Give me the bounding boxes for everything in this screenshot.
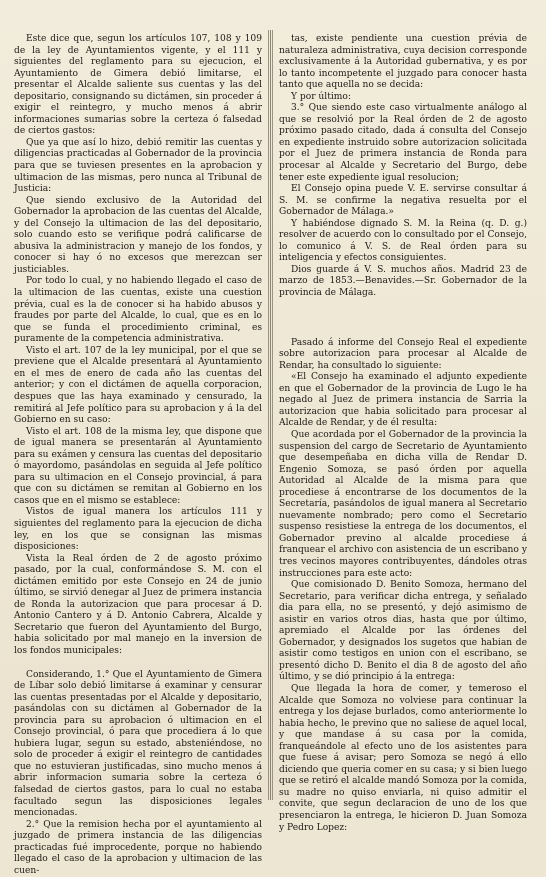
section-gap	[279, 300, 527, 338]
spacer	[14, 658, 262, 670]
paragraph: Que llegada la hora de comer, y temeroso el Alcalde que Somoza no volviese para continuar la entrega y los dejase burlados, como anteriormente lo habia hecho, le previno que no saliese de aquel local, y que mandase á su casa por la comida, franqueándole al efecto uno de los asistentes para que fuese á avisar; pero Somoza se negó á ello diciendo que queria comer en su casa; y si bien luego que se retiró el alcalde mandó Somoza por la comida, su madre no quiso enviarla, ni quiso admitir el convite, que segun declaracion de uno de los que presenciaron la entrega, le hicieron D. Juan Somoza y Pedro Lopez:	[279, 683, 527, 833]
paragraph: Vistos de igual manera los artículos 111 y siguientes del reglamento para la ejecucion de dicha ley, en los que se consignan las mismas disposiciones:	[14, 507, 262, 553]
paragraph: Que siendo exclusivo de la Autoridad del Gobernador la aprobacion de las cuentas del Alcalde, y del Consejo la ultimacion de las del depositario, solo cuando esto se verifique podrá calificarse de abusiva la administracion y manejo de los fondos, y conocer si hay ó no excesos que merezcan ser justiciables.	[14, 195, 262, 275]
paragraph: Que ya que así lo hizo, debió remitir las cuentas y diligencias practicadas al Gobernador de la provincia para que se tuviesen presentes en la aprobacion y ultimacion de las mismas, pero nunca al Tribunal de Justicia:	[14, 137, 262, 195]
paragraph: Que acordada por el Gobernador de la provincia la suspension del cargo de Secretario de Ayuntamiento que desempeñaba en dicha villa de Rendar D. Engenio Somoza, se pasó órden por aquella Autoridad al Alcalde de la misma para que procediese á encontrarse de los documentos de la Secretaría, pasándolos de igual manera al Secretario nuevamente nombrado; pero como el Secretario suspenso resistiese la entrega de los documentos, el Gobernador previno al alcalde procediese á franquear el archivo con asistencia de un escribano y tres vecinos mayores contribuyentes, dándoles otras instrucciones para este acto:	[279, 429, 527, 579]
paragraph: 2.° Que la remision hecha por el ayuntamiento al juzgado de primera instancia de las diligencias practicadas fué improcedente, porque no habiendo llegado el caso de la aprobacion y ultimacion de las cuen-	[14, 819, 262, 876]
column-divider	[270, 30, 271, 800]
paragraph: Considerando, 1.° Que el Ayuntamiento de Gimera de Líbar solo debió limitarse á examinar y censurar las cuentas presentadas por el Alcalde y depositario, pasándolas con su dictámen al Gobernador de la provincia para su aprobacion ó ultimacion en el Consejo provincial, ó para que procediera á lo que hubiera lugar, segun su estado, absteniéndose, no solo de proceder á exigir el reintegro de cantidades que no estuvieran justificadas, sino mucho menos á abrir informacion sumaria sobre la certeza ó falsedad de ciertos gastos, para lo cual no estaba facultado segun las disposiciones legales mencionadas.	[14, 669, 262, 819]
paragraph: Pasado á informe del Consejo Real el expediente sobre autorizacion para procesar al Alcalde de Rendar, ha consultado lo siguiente:	[279, 337, 527, 371]
paragraph: 3.° Que siendo este caso virtualmente análogo al que se resolvió por la Real órden de 2 de agosto próximo pasado citado, dada á consulta del Consejo en expediente instruido sobre autorizacion solicitada por el Juez de primera instancia de Ronda para procesar al Alcalde y Secretario del Burgo, debe tener este expediente igual resolucion;	[279, 103, 527, 183]
paragraph: Visto el art. 108 de la misma ley, que dispone que de igual manera se presentarán al Ayuntamiento para su exámen y censura las cuentas del depositario ó mayordomo, pasándolas en seguida al Jefe político para su ultimacion en el Consejo provincial, á para que con su dictámen se remitan al Gobierno en los casos que en el mismo se establece:	[14, 426, 262, 506]
paragraph: Este dice que, segun los artículos 107, 108 y 109 de la ley de Ayuntamientos vigente, y el 111 y siguientes del reglamento para su ejecucion, el Ayuntamiento de Gimera debió limitarse, el presentar el Alcalde saliente sus cuentas y las del depositario, consignando su dictámen, sin proceder á exigir el reintegro, y mucho menos á abrir informaciones sumarias sobre la certeza ó falsedad de ciertos gastos:	[14, 34, 262, 137]
paragraph: Por todo lo cual, y no habiendo llegado el caso de la ultimacion de las cuentas, existe una cuestion prévia, cual es la de conocer si ha habido abusos y fraudes por parte del Alcalde, lo cual, que es en lo que se funda el procedimiento criminal, es puramente de la competencia administrativa.	[14, 276, 262, 345]
paragraph: Y habiéndose dignado S. M. la Reina (q. D. g.) resolver de acuerdo con lo consultado por el Consejo, lo comunico á V. S. de Real órden para su inteligencia y efectos consiguientes.	[279, 218, 527, 264]
paragraph: Visto el art. 107 de la ley municipal, por el que se previene que el Alcalde presentará al Ayuntamiento en el mes de enero de cada año las cuentas del anterior; y con el dictámen de aquella corporacion, despues que las haya examinado y censurado, la remitirá al Jefe político para su aprobacion y á la del Gobierno en su caso:	[14, 345, 262, 426]
paragraph: Y por último:	[291, 91, 351, 102]
left-text-column	[14, 34, 262, 877]
paragraph: Vista la Real órden de 2 de agosto próximo pasado, por la cual, conformándose S. M. con el dictámen emitido por este Consejo en 24 de junio último, se sirvió denegar al Juez de primera instancia de Ronda la autorizacion que para procesar á D. Antonio Cantero y á D. Antonio Cabrera, Alcalde y Secretario que fueron del Ayuntamiento del Burgo, habia solicitado por mal manejo en la inversion de los fondos municipales:	[14, 553, 262, 656]
paragraph: «El Consejo ha examinado el adjunto expediente en que el Gobernador de la provincia de Lugo le ha negado al Juez de primera instancia de Sarria la autorizacion que habia solicitado para procesar al Alcalde de Rendar, y de él resulta:	[279, 372, 527, 429]
paragraph: Que comisionado D. Benito Somoza, hermano del Secretario, para verificar dicha entrega, y señalado dia para ella, no se presentó, y dejó asimismo de asistir en varios otros dias, hasta que por último, apremiado el Alcalde por las órdenes del Gobernador, y designados los sugetos que habian de asistir como testigos en union con el escribano, se presentó dicho D. Benito el dia 8 de agosto del año último, y se dió principio á la entrega:	[279, 580, 527, 683]
paragraph: Dios guarde á V. S. muchos años. Madrid 23 de marzo de 1853.—Benavides.—Sr. Gobernador de la provincia de Málaga.	[279, 264, 527, 299]
right-text-column	[279, 34, 527, 834]
paragraph: tas, existe pendiente una cuestion prévia de naturaleza administrativa, cuya decision corresponde exclusivamente á la Autoridad gubernativa, y es por lo tanto incompetente el juzgado para conocer hasta tanto que aquella no se decida:	[279, 34, 527, 91]
paragraph: El Consejo opina puede V. E. servirse consultar á S. M. se confirme la negativa resuelta por el Gobernador de Málaga.»	[279, 184, 527, 218]
